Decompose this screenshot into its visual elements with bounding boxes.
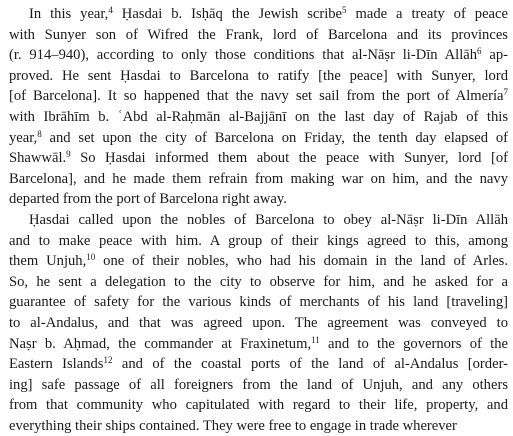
text-segment: proved. He sent Ḥasdai to Barcelona to ratify [the peace] with Sunyer, lord [9, 67, 508, 84]
text-line [9, 251, 508, 272]
text-segment: Barcelona], and he made them refrain from making war on him, and the navy [9, 170, 508, 187]
footnote-marker: 4 [108, 5, 113, 15]
text-segment: Naṣr b. Aḥmad, the commander at Fraxinetum, [9, 335, 312, 352]
text-line [9, 231, 508, 252]
text-line [9, 334, 508, 355]
footnote-marker: 8 [37, 128, 42, 139]
paragraph [9, 4, 508, 210]
text-segment: So, he sent a delegation to the city to observe for him, and he asked for a [9, 273, 508, 290]
text-segment: ing] safe passage of all foreigners from the land of Unjuh, and any others [9, 376, 508, 393]
text-segment: guarantee of safety for the various kinds of merchants of his land [traveling] [9, 294, 508, 311]
text-segment: everything their ships contained. They were free to engage in trade wherever [9, 417, 457, 434]
text-line [9, 395, 508, 416]
footnote-marker: 5 [342, 5, 347, 15]
text-line [9, 169, 508, 190]
text-line [9, 272, 508, 293]
text-segment: Eastern Islands [9, 356, 104, 373]
text-segment: with Sunyer son of Wifred the Frank, lord of Barcelona and its provinces [9, 26, 508, 43]
text-line [9, 45, 508, 66]
text-segment: made a treaty of peace [346, 6, 508, 22]
text-segment: to al-Andalus, and that was agreed upon. The agreement was conveyed to [9, 314, 508, 331]
text-line [9, 354, 508, 375]
text-line [9, 148, 508, 169]
footnote-marker: 10 [86, 252, 96, 263]
paragraph [9, 210, 508, 436]
text-line [9, 375, 508, 396]
text-line [9, 4, 508, 25]
text-segment: year, [9, 129, 38, 146]
text-segment: (r. 914–940), according to only those conditions that al-Nāṣr li-Dīn Allāh [9, 47, 478, 64]
text-segment: departed from the port of Barcelona right away. [9, 191, 287, 208]
text-line [9, 416, 508, 436]
text-segment: So Ḥasdai informed them about the peace with Sunyer, lord [of [70, 150, 508, 167]
text-line [9, 313, 508, 334]
text-segment: and of the coastal ports of the land of al-Andalus [order- [112, 356, 508, 373]
text-segment: In this year, [29, 6, 109, 22]
text-segment: and to make peace with him. A group of their kings agreed to this, among [9, 232, 508, 249]
footnote-marker: 12 [103, 355, 113, 366]
text-line [9, 25, 508, 46]
text-segment: ap- [481, 47, 508, 64]
text-line [9, 292, 508, 313]
footnote-marker: 9 [66, 149, 71, 160]
footnote-marker: 11 [311, 334, 320, 345]
text-segment: one of their nobles, who had his domain in the land of Arles. [95, 253, 508, 270]
text-line [9, 128, 508, 149]
text-segment: Ḥasdai called upon the nobles of Barcelona to obey al-Nāṣr li-Dīn Allāh [29, 211, 508, 228]
footnote-marker: 7 [503, 87, 508, 98]
text-line [9, 210, 508, 231]
footnote-marker: 6 [477, 46, 482, 57]
text-segment: Shawwāl. [9, 150, 67, 167]
text-segment: from that community who capitulated with regard to their life, property, and [9, 397, 508, 414]
text-line [9, 86, 508, 107]
text-segment: and set upon the city of Barcelona on Friday, the tenth day elapsed of [41, 129, 508, 146]
text-segment: Ḥasdai b. Isḥāq the Jewish scribe [112, 6, 343, 22]
text-line [9, 189, 508, 210]
text-line [9, 66, 508, 87]
text-line [9, 107, 508, 128]
text-segment: [of Barcelona]. It so happened that the navy set sail from the port of Almería [9, 88, 504, 105]
text-segment: and to the governors of the [319, 335, 508, 352]
text-segment: with Ibrāhīm b. ʿAbd al-Raḥmān al-Bajjānī on the last day of Rajab of this [9, 108, 508, 125]
text-segment: them Unjuh, [9, 253, 87, 270]
